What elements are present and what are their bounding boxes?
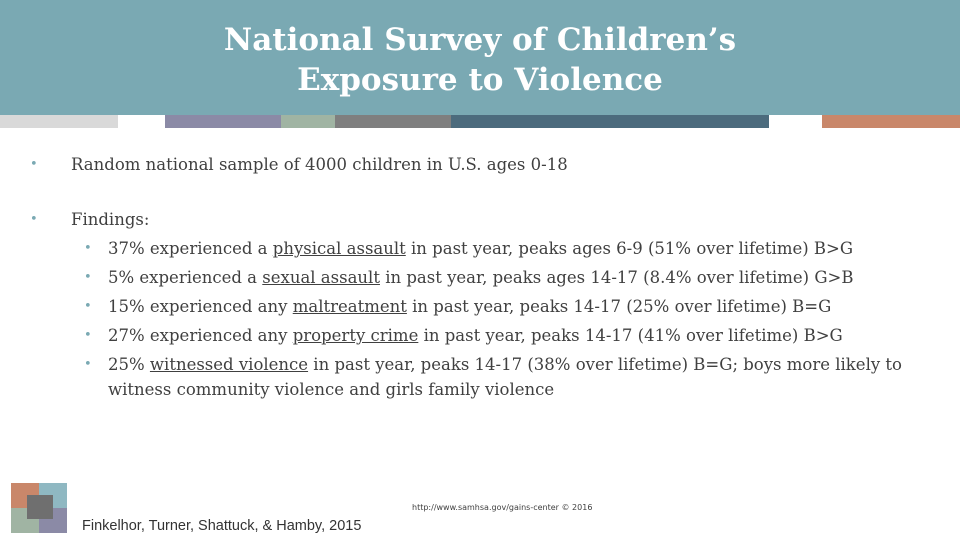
bullet-item: [28, 150, 928, 179]
bullet-item: [28, 205, 928, 234]
finding-term: property crime: [292, 326, 419, 345]
bullet-dot-icon: •: [84, 357, 92, 372]
finding-item: • 5% experienced a sexual assault in past year, peaks ages 14-17 (8.4% over lifetime) G>B: [84, 263, 928, 292]
bullet-dot-icon: •: [84, 299, 92, 314]
bullet-dot-icon: •: [84, 328, 92, 343]
decorative-stripe-bar: [0, 115, 960, 128]
slide-title-line2: Exposure to Violence: [297, 61, 663, 98]
gains-logo-icon: [11, 483, 67, 533]
finding-item: • 37% experienced a physical assault in past year, peaks ages 6-9 (51% over lifetime) B>G: [84, 234, 928, 263]
stripe-segment: [0, 115, 118, 128]
finding-item: • 25% witnessed violence in past year, peaks 14-17 (38% over lifetime) B=G; boys more likely to witness community violence and girls family violence: [84, 350, 928, 402]
finding-term: maltreatment: [292, 297, 407, 316]
bullet-dot-icon: •: [84, 270, 92, 285]
bullet-text: Random national sample of 4000 children in U.S. ages 0-18: [71, 155, 568, 174]
slide-body: [28, 150, 928, 402]
slide-title: [224, 16, 736, 100]
finding-item: • 27% experienced any property crime in past year, peaks 14-17 (41% over lifetime) B>G: [84, 321, 928, 350]
bullet-dot-icon: •: [30, 157, 38, 172]
source-url: http://www.samhsa.gov/gains-center © 2016: [412, 503, 593, 512]
findings-label: Findings:: [71, 210, 150, 229]
finding-term: physical assault: [272, 239, 406, 258]
findings-list: [84, 234, 928, 402]
slide-title-line1: National Survey of Children’s: [223, 21, 737, 58]
finding-term: sexual assault: [262, 268, 380, 287]
stripe-segment: [335, 115, 451, 128]
stripe-segment: [451, 115, 769, 128]
title-banner: [0, 0, 960, 115]
finding-item: • 15% experienced any maltreatment in past year, peaks 14-17 (25% over lifetime) B=G: [84, 292, 928, 321]
finding-term: witnessed violence: [149, 355, 309, 374]
bullet-dot-icon: •: [30, 212, 38, 227]
stripe-segment: [281, 115, 335, 128]
stripe-segment: [165, 115, 281, 128]
bullet-dot-icon: •: [84, 241, 92, 256]
citation: Finkelhor, Turner, Shattuck, & Hamby, 2015: [82, 518, 362, 534]
stripe-segment: [822, 115, 960, 128]
